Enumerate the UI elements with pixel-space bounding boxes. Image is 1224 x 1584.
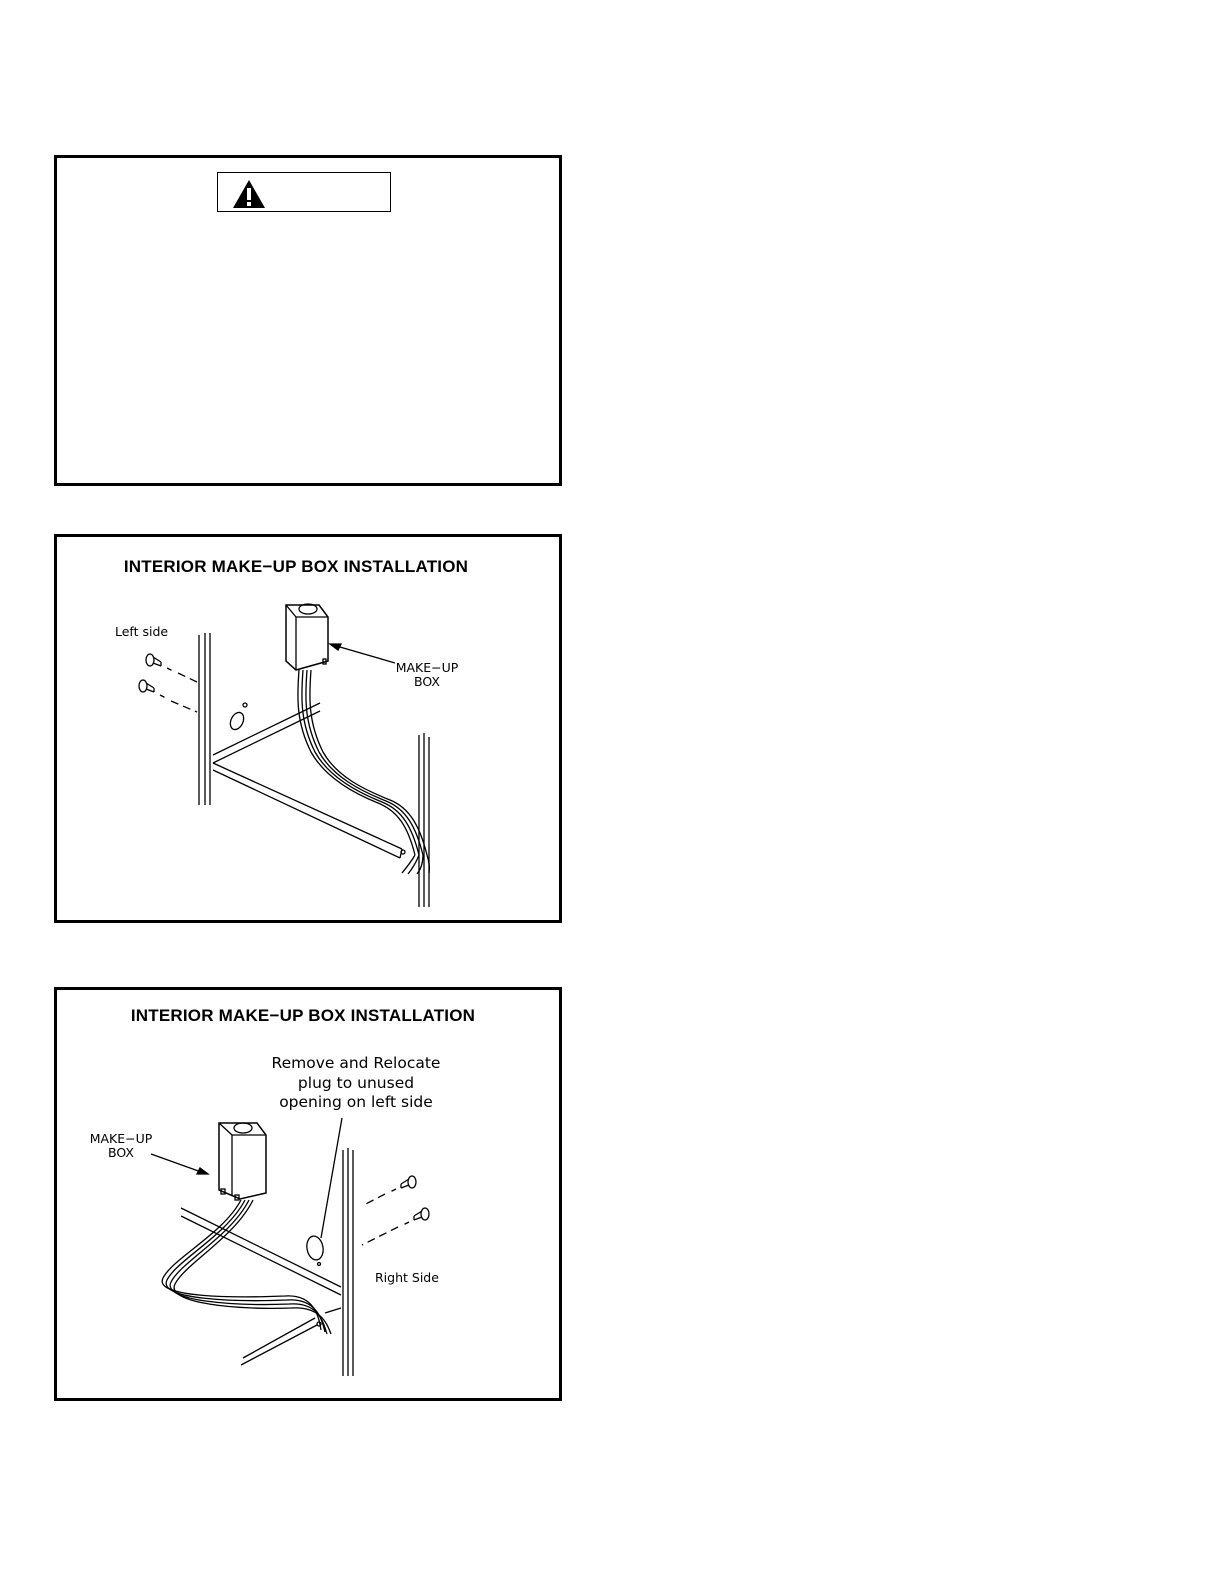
figure-left-side-installation: [54, 534, 562, 923]
left-side-illustration: [57, 537, 559, 920]
screw-icon: [401, 1176, 416, 1188]
warning-panel: [54, 155, 562, 486]
figure-title: INTERIOR MAKE−UP BOX INSTALLATION: [123, 557, 469, 576]
screw-icon: [414, 1208, 429, 1220]
screw-icon: [139, 680, 154, 692]
screw-icon: [146, 654, 161, 666]
make-up-box-label: MAKE−UP BOX: [395, 660, 459, 689]
warning-header: [217, 172, 391, 212]
relocate-plug-note: Remove and Relocate plug to unused opening on left side: [271, 1054, 441, 1111]
side-label: Right Side: [375, 1270, 439, 1285]
make-up-box-label: MAKE−UP BOX: [89, 1131, 153, 1160]
right-side-illustration: [57, 990, 559, 1398]
side-label: Left side: [115, 624, 169, 639]
make-up-box-icon: [219, 1123, 266, 1200]
figure-right-side-installation: [54, 987, 562, 1401]
make-up-box-icon: [286, 604, 328, 670]
figure-title: INTERIOR MAKE−UP BOX INSTALLATION: [130, 1006, 476, 1025]
warning-triangle-icon: [232, 179, 266, 209]
